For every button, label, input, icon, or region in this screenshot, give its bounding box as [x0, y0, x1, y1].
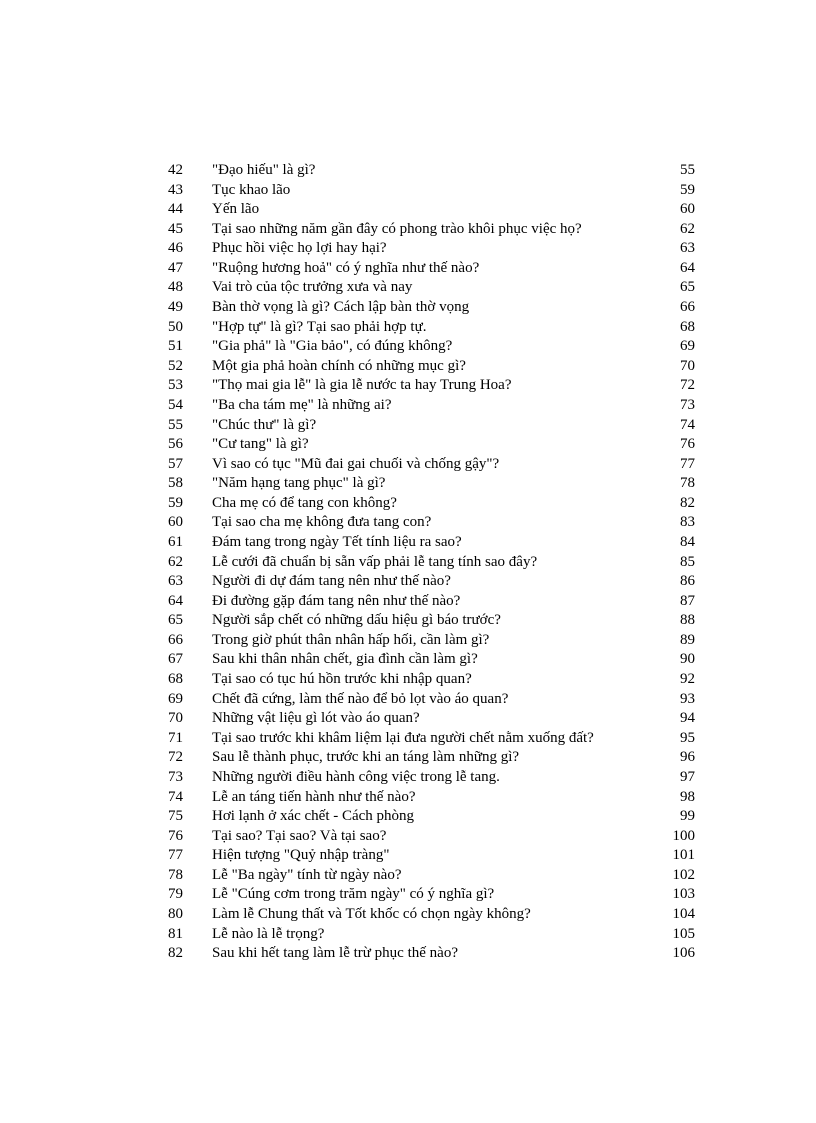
toc-row: [0, 416, 816, 436]
toc-entry-title: Tục khao lão: [212, 181, 291, 198]
toc-entry-number: 43: [168, 181, 183, 198]
toc-entry-title: Người đi dự đám tang nên như thế nào?: [212, 573, 451, 590]
toc-entry-number: 64: [168, 592, 183, 609]
toc-entry-title: Vai trò của tộc trưởng xưa và nay: [212, 279, 413, 296]
toc-row: [0, 670, 816, 690]
toc-entry-title: Vì sao có tục "Mũ đai gai chuối và chống gậy"?: [212, 455, 500, 472]
toc-entry-number: 67: [168, 651, 183, 668]
toc-entry-number: 62: [168, 553, 183, 570]
toc-entry-number: 80: [168, 905, 183, 922]
toc-entry-page-number: 85: [680, 553, 695, 570]
toc-entry-title: Người sắp chết có những dấu hiệu gì báo trước?: [212, 612, 501, 629]
toc-row: [0, 298, 816, 318]
toc-entry-title: Lễ an táng tiến hành như thế nào?: [212, 788, 416, 805]
toc-entry-page-number: 69: [680, 338, 695, 355]
toc-entry-page-number: 65: [680, 279, 695, 296]
toc-entry-page-number: 92: [680, 671, 695, 688]
toc-entry-page-number: 77: [680, 455, 695, 472]
toc-row: [0, 455, 816, 475]
toc-entry-title: Tại sao trước khi khâm liệm lại đưa người chết nằm xuống đất?: [212, 729, 594, 746]
toc-entry-number: 45: [168, 220, 183, 237]
toc-row: [0, 866, 816, 886]
toc-entry-title: "Năm hạng tang phục" là gì?: [212, 475, 386, 492]
toc-entry-number: 46: [168, 240, 183, 257]
toc-entry-page-number: 103: [672, 886, 695, 903]
toc-row: [0, 690, 816, 710]
toc-entry-page-number: 96: [680, 749, 695, 766]
toc-entry-title: Sau khi hết tang làm lễ trừ phục thế nào?: [212, 945, 458, 962]
toc-entry-page-number: 76: [680, 436, 695, 453]
toc-entry-page-number: 73: [680, 396, 695, 413]
toc-row: [0, 278, 816, 298]
toc-entry-page-number: 97: [680, 768, 695, 785]
toc-entry-page-number: 62: [680, 220, 695, 237]
toc-entry-page-number: 59: [680, 181, 695, 198]
toc-entry-number: 82: [168, 945, 183, 962]
toc-entry-number: 52: [168, 357, 183, 374]
toc-row: [0, 435, 816, 455]
toc-entry-page-number: 78: [680, 475, 695, 492]
toc-entry-page-number: 70: [680, 357, 695, 374]
toc-entry-title: Những người điều hành công việc trong lễ tang.: [212, 768, 500, 785]
toc-entry-title: Chết đã cứng, làm thế nào để bỏ lọt vào áo quan?: [212, 690, 509, 707]
toc-row: [0, 376, 816, 396]
toc-entry-page-number: 98: [680, 788, 695, 805]
toc-entry-page-number: 86: [680, 573, 695, 590]
toc-entry-title: "Hợp tự" là gì? Tại sao phải hợp tự.: [212, 318, 427, 335]
toc-entry-page-number: 90: [680, 651, 695, 668]
toc-entry-number: 76: [168, 827, 183, 844]
toc-entry-number: 79: [168, 886, 183, 903]
toc-entry-number: 48: [168, 279, 183, 296]
toc-row: [0, 474, 816, 494]
toc-entry-title: Lễ "Cúng cơm trong trăm ngày" có ý nghĩa gì?: [212, 886, 495, 903]
toc-row: [0, 631, 816, 651]
toc-entry-number: 47: [168, 259, 183, 276]
toc-row: [0, 337, 816, 357]
toc-entry-page-number: 104: [672, 905, 695, 922]
toc-entry-number: 54: [168, 396, 183, 413]
toc-entry-number: 69: [168, 690, 183, 707]
toc-row: [0, 611, 816, 631]
toc-row: [0, 494, 816, 514]
toc-entry-title: Lễ cưới đã chuẩn bị sẵn vấp phải lễ tang tính sao đây?: [212, 553, 538, 570]
toc-entry-page-number: 100: [672, 827, 695, 844]
toc-entry-title: Tại sao cha mẹ không đưa tang con?: [212, 514, 432, 531]
toc-row: [0, 553, 816, 573]
toc-entry-title: Cha mẹ có để tang con không?: [212, 494, 397, 511]
toc-entry-title: Lễ "Ba ngày" tính từ ngày nào?: [212, 866, 402, 883]
toc-entry-number: 68: [168, 671, 183, 688]
toc-entry-title: Phục hồi việc họ lợi hay hại?: [212, 240, 387, 257]
toc-row: [0, 259, 816, 279]
toc-entry-page-number: 93: [680, 690, 695, 707]
toc-entry-title: Sau khi thân nhân chết, gia đình cần làm gì?: [212, 651, 478, 668]
toc-entry-number: 78: [168, 866, 183, 883]
toc-row: [0, 533, 816, 553]
toc-entry-title: Đám tang trong ngày Tết tính liệu ra sao?: [212, 533, 462, 550]
toc-entry-page-number: 64: [680, 259, 695, 276]
toc-entry-number: 73: [168, 768, 183, 785]
toc-entry-page-number: 88: [680, 612, 695, 629]
toc-entry-page-number: 105: [672, 925, 695, 942]
toc-row: [0, 200, 816, 220]
toc-entry-title: Làm lễ Chung thất và Tốt khốc có chọn ngày không?: [212, 905, 531, 922]
toc-entry-title: Tại sao có tục hú hồn trước khi nhập quan?: [212, 671, 472, 688]
toc-entry-page-number: 99: [680, 808, 695, 825]
toc-entry-title: "Chúc thư" là gì?: [212, 416, 317, 433]
toc-entry-number: 74: [168, 788, 183, 805]
toc-entry-page-number: 95: [680, 729, 695, 746]
toc-entry-number: 63: [168, 573, 183, 590]
toc-row: [0, 709, 816, 729]
table-of-contents: [0, 161, 816, 964]
toc-row: [0, 161, 816, 181]
toc-row: [0, 396, 816, 416]
toc-entry-number: 51: [168, 338, 183, 355]
toc-entry-number: 60: [168, 514, 183, 531]
toc-entry-title: Trong giờ phút thân nhân hấp hối, cần làm gì?: [212, 631, 490, 648]
toc-entry-title: "Cư tang" là gì?: [212, 436, 309, 453]
toc-entry-page-number: 87: [680, 592, 695, 609]
toc-entry-page-number: 60: [680, 201, 695, 218]
toc-entry-title: "Ba cha tám mẹ" là những ai?: [212, 396, 392, 413]
toc-entry-title: Đi đường gặp đám tang nên như thế nào?: [212, 592, 461, 609]
toc-row: [0, 905, 816, 925]
toc-entry-number: 72: [168, 749, 183, 766]
toc-entry-number: 61: [168, 533, 183, 550]
toc-entry-title: "Ruộng hương hoả" có ý nghĩa như thế nào?: [212, 259, 480, 276]
toc-row: [0, 846, 816, 866]
toc-entry-page-number: 102: [672, 866, 695, 883]
toc-row: [0, 925, 816, 945]
toc-entry-page-number: 74: [680, 416, 695, 433]
toc-entry-page-number: 68: [680, 318, 695, 335]
toc-entry-page-number: 55: [680, 162, 695, 178]
toc-entry-page-number: 82: [680, 494, 695, 511]
toc-row: [0, 572, 816, 592]
toc-entry-number: 50: [168, 318, 183, 335]
toc-entry-number: 65: [168, 612, 183, 629]
toc-row: [0, 513, 816, 533]
toc-entry-page-number: 84: [680, 533, 695, 550]
toc-entry-page-number: 66: [680, 299, 695, 316]
toc-entry-number: 44: [168, 201, 183, 218]
toc-entry-title: "Thọ mai gia lễ" là gia lễ nước ta hay Trung Hoa?: [212, 377, 512, 394]
toc-row: [0, 239, 816, 259]
toc-entry-number: 71: [168, 729, 183, 746]
toc-row: [0, 788, 816, 808]
toc-entry-title: Một gia phả hoàn chính có những mục gì?: [212, 357, 466, 374]
toc-entry-page-number: 83: [680, 514, 695, 531]
toc-row: [0, 748, 816, 768]
toc-entry-number: 42: [168, 162, 183, 178]
toc-row: [0, 181, 816, 201]
toc-row: [0, 729, 816, 749]
toc-entry-page-number: 89: [680, 631, 695, 648]
toc-row: [0, 650, 816, 670]
toc-entry-page-number: 72: [680, 377, 695, 394]
toc-row: [0, 827, 816, 847]
toc-row: [0, 944, 816, 964]
toc-row: [0, 357, 816, 377]
toc-entry-number: 66: [168, 631, 183, 648]
toc-entry-title: Hơi lạnh ở xác chết - Cách phòng: [212, 808, 415, 825]
toc-entry-number: 55: [168, 416, 183, 433]
toc-entry-number: 75: [168, 808, 183, 825]
toc-entry-title: Tại sao những năm gần đây có phong trào khôi phục việc họ?: [212, 220, 582, 237]
toc-row: [0, 220, 816, 240]
toc-entry-title: Tại sao? Tại sao? Và tại sao?: [212, 827, 387, 844]
toc-entry-title: Sau lễ thành phục, trước khi an táng làm những gì?: [212, 749, 520, 766]
toc-entry-page-number: 63: [680, 240, 695, 257]
toc-row: [0, 592, 816, 612]
toc-entry-page-number: 106: [672, 945, 695, 962]
toc-entry-title: Yến lão: [212, 201, 260, 218]
toc-entry-number: 56: [168, 436, 183, 453]
toc-entry-number: 70: [168, 710, 183, 727]
toc-row: [0, 318, 816, 338]
toc-entry-page-number: 94: [680, 710, 695, 727]
toc-entry-title: Bàn thờ vọng là gì? Cách lập bàn thờ vọng: [212, 299, 470, 316]
toc-entry-number: 49: [168, 299, 183, 316]
toc-entry-number: 57: [168, 455, 183, 472]
toc-entry-number: 77: [168, 847, 183, 864]
toc-entry-title: Hiện tượng "Quỷ nhập tràng": [212, 847, 390, 864]
toc-entry-title: Những vật liệu gì lót vào áo quan?: [212, 710, 420, 727]
toc-row: [0, 768, 816, 788]
toc-entry-number: 59: [168, 494, 183, 511]
toc-entry-title: "Gia phả" là "Gia bảo", có đúng không?: [212, 338, 453, 355]
toc-entry-number: 58: [168, 475, 183, 492]
toc-entry-page-number: 101: [672, 847, 695, 864]
toc-entry-title: "Đạo hiếu" là gì?: [212, 162, 316, 178]
toc-entry-number: 81: [168, 925, 183, 942]
toc-row: [0, 807, 816, 827]
toc-entry-title: Lễ nào là lễ trọng?: [212, 925, 325, 942]
toc-row: [0, 885, 816, 905]
toc-entry-number: 53: [168, 377, 183, 394]
